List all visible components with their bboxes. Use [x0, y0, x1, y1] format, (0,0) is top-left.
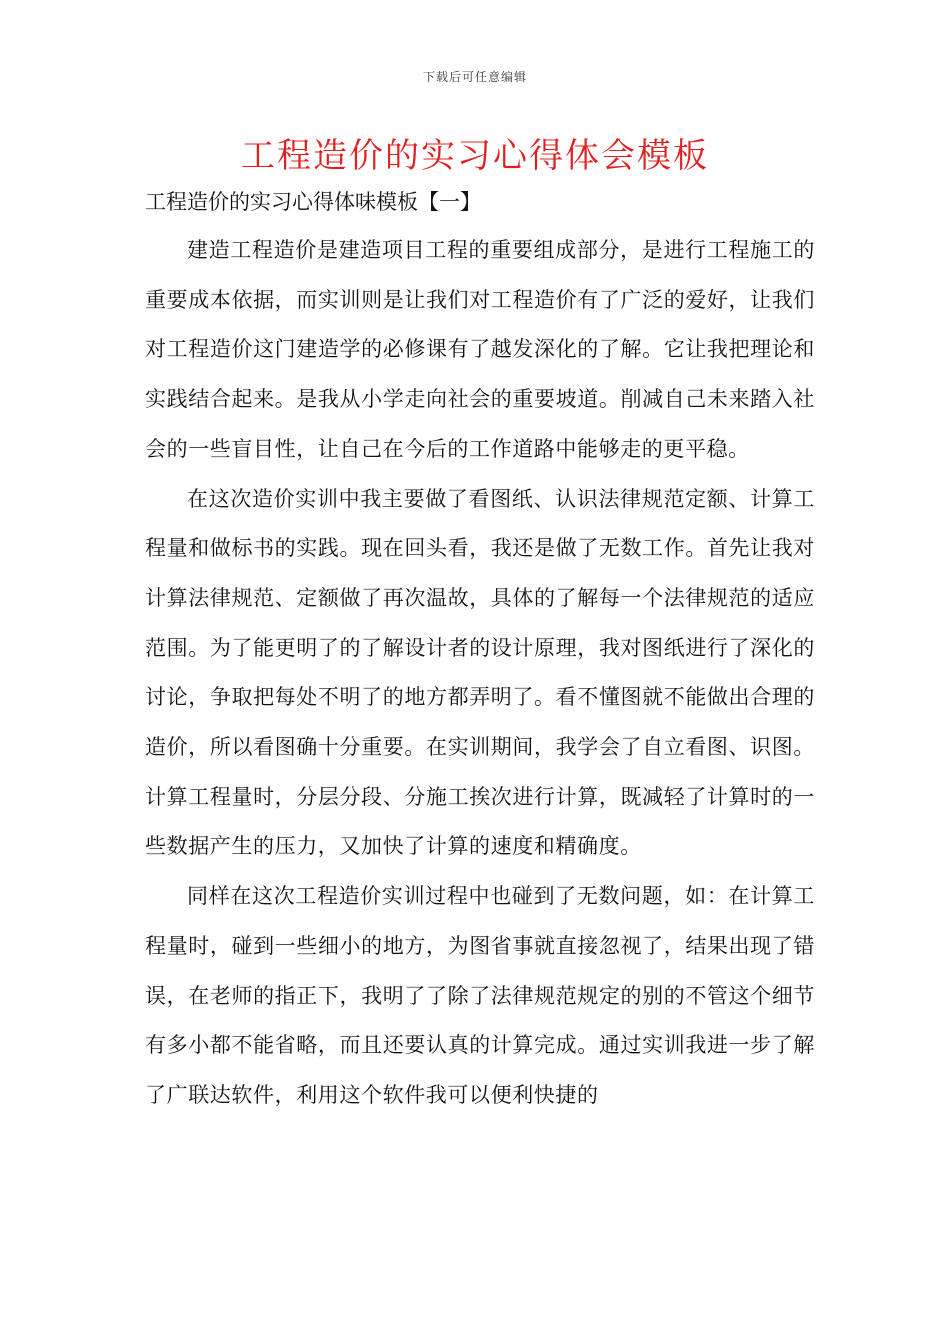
paragraph-2: 在这次造价实训中我主要做了看图纸、认识法律规范定额、计算工程量和做标书的实践。现在回头看，我还是做了无数工作。首先让我对计算法律规范、定额做了再次温故，具体的了解每一个法律规范的适应范围。为了能更明了的了解设计者的设计原理，我对图纸进行了深化的讨论，争取把每处不明了的地方都弄明了。看不懂图就不能做出合理的造价，所以看图确十分重要。在实训期间，我学会了自立看图、识图。计算工程量时，分层分段、分施工挨次进行计算，既减轻了计算时的一些数据产生的压力，又加快了计算的速度和精确度。 — [145, 486, 815, 859]
document-body — [145, 226, 815, 1121]
paragraph-3: 同样在这次工程造价实训过程中也碰到了无数问题，如：在计算工程量时，碰到一些细小的地方，为图省事就直接忽视了，结果出现了错误，在老师的指正下，我明了了除了法律规范规定的别的不管这个细节有多小都不能省略，而且还要认真的计算完成。通过实训我进一步了解了广联达软件，利用这个软件我可以便利快捷的 — [145, 884, 815, 1107]
paragraph-1: 建造工程造价是建造项目工程的重要组成部分，是进行工程施工的重要成本依据，而实训则是让我们对工程造价有了广泛的爱好，让我们对工程造价这门建造学的必修课有了越发深化的了解。它让我把理论和实践结合起来。是我从小学走向社会的重要坡道。削减自己未来踏入社会的一些盲目性，让自己在今后的工作道路中能够走的更平稳。 — [145, 238, 815, 461]
header-note: 下载后可任意编辑 — [422, 70, 527, 84]
section-heading: 工程造价的实习心得体味模板【一】 — [145, 190, 481, 214]
document-title: 工程造价的实习心得体会模板 — [241, 136, 709, 176]
